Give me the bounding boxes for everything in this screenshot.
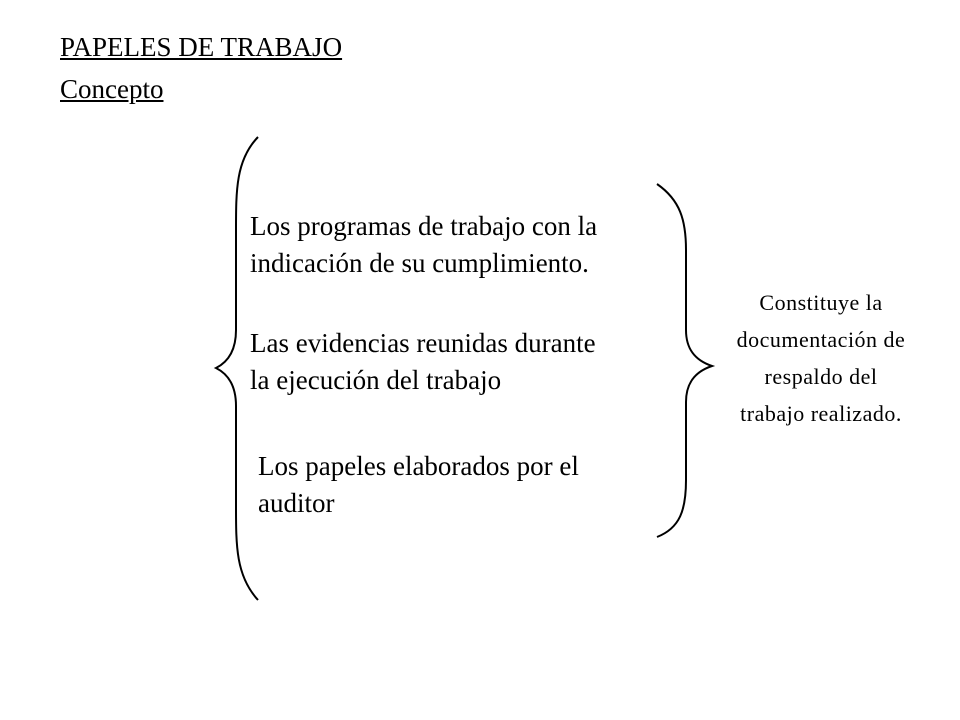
list-item-line: Las evidencias reunidas durante	[250, 328, 596, 358]
list-item-line: Los papeles elaborados por el	[258, 451, 579, 481]
conclusion-line: Constituye la	[759, 290, 883, 315]
conclusion-line: respaldo del	[764, 364, 878, 389]
conclusion-text	[700, 284, 942, 432]
list-item-line: indicación de su cumplimiento.	[250, 248, 589, 278]
list-item-papeles	[258, 448, 579, 522]
list-item-evidencias	[250, 325, 596, 399]
page-title: PAPELES DE TRABAJO	[60, 32, 343, 62]
page-subtitle: Concepto	[60, 74, 164, 104]
list-item-line: auditor	[258, 488, 335, 518]
conclusion-line: trabajo realizado.	[740, 401, 902, 426]
list-item-line: Los programas de trabajo con la	[250, 211, 598, 241]
list-item-programas	[250, 208, 597, 282]
conclusion-line: documentación de	[736, 327, 906, 352]
list-item-line: la ejecución del trabajo	[250, 365, 502, 395]
